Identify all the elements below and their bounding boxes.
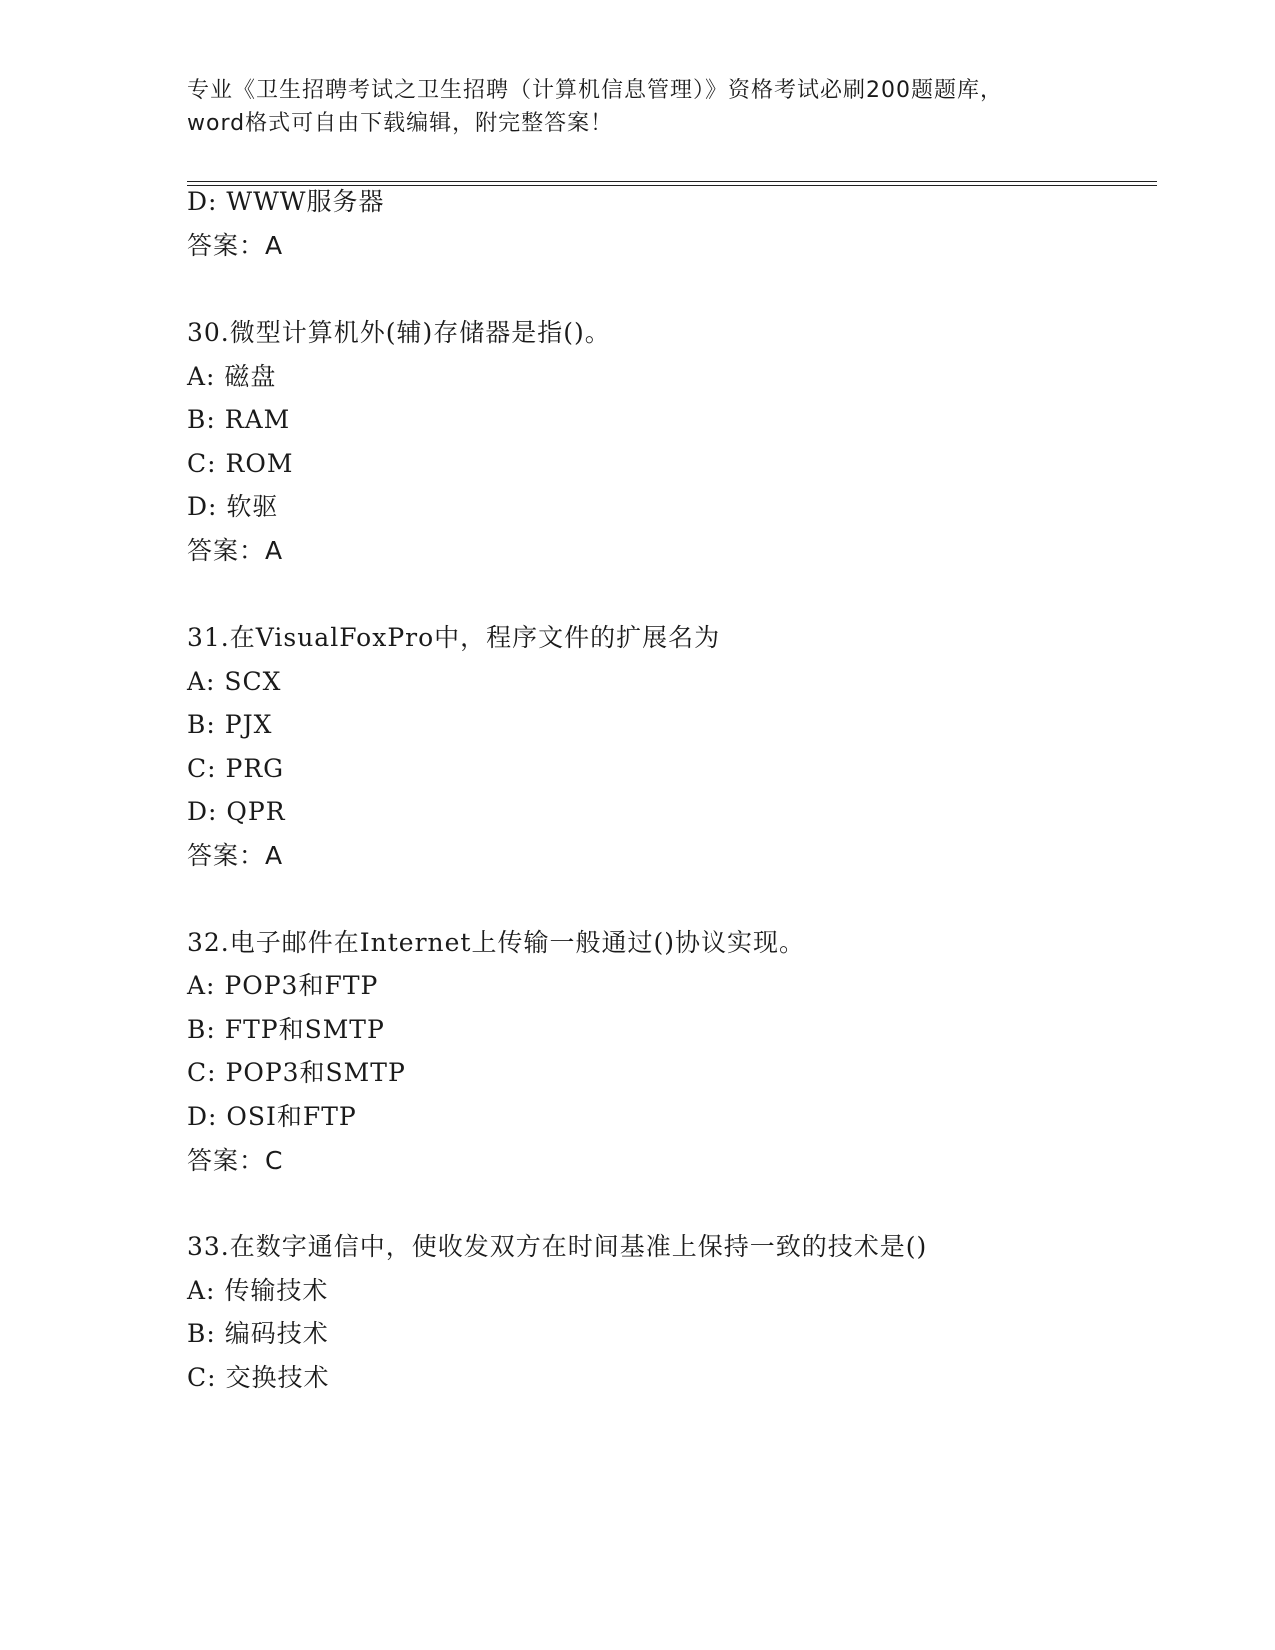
question-stem: 32.电子邮件在Internet上传输一般通过()协议实现。 [187,928,805,957]
prev-answer: 答案：A [187,231,284,260]
option-c: C: POP3和SMTP [187,1058,406,1087]
answer: 答案：A [187,536,284,565]
option-a: A: POP3和FTP [187,971,379,1000]
option-d: D: 软驱 [187,492,279,521]
option-c: C: ROM [187,449,294,478]
answer: 答案：A [187,841,284,870]
document-header [187,74,1087,140]
option-a: A: 磁盘 [187,362,277,391]
answer: 答案：C [187,1146,284,1175]
option-a: A: SCX [187,667,282,696]
option-d: D: QPR [187,797,286,826]
option-b: B: PJX [187,710,273,739]
option-c: C: 交换技术 [187,1363,330,1392]
question-stem: 33.在数字通信中，使收发双方在时间基准上保持一致的技术是() [187,1232,928,1261]
option-d: D: OSI和FTP [187,1102,357,1131]
question-stem: 31.在VisualFoxPro中，程序文件的扩展名为 [187,623,721,652]
option-b: B: 编码技术 [187,1319,329,1348]
question-stem: 30.微型计算机外(辅)存储器是指()。 [187,318,611,347]
option-c: C: PRG [187,754,285,783]
header-divider [187,181,1157,186]
option-b: B: RAM [187,405,291,434]
option-a: A: 传输技术 [187,1276,329,1305]
option-b: B: FTP和SMTP [187,1015,385,1044]
prev-option-d: D: WWW服务器 [187,187,385,216]
header-line-2: word格式可自由下载编辑，附完整答案！ [187,111,614,136]
header-line-1: 专业《卫生招聘考试之卫生招聘（计算机信息管理）》资格考试必刷200题题库， [187,78,1003,103]
